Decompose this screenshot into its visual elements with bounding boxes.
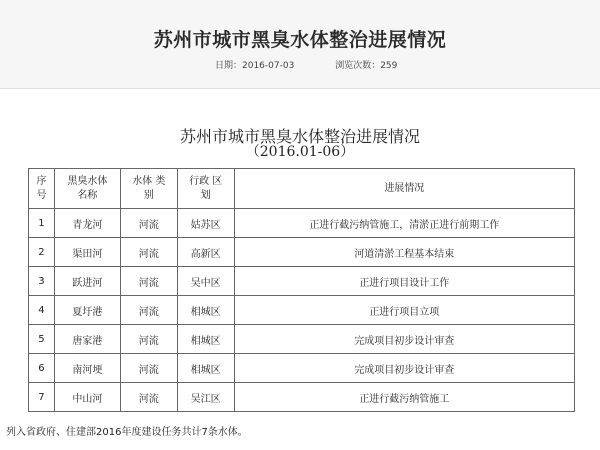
cell-name: 唐家港 [54,325,120,354]
cell-index: 4 [29,296,55,325]
cell-progress: 正进行项目设计工作 [234,267,574,296]
cell-name: 渠田河 [54,238,120,267]
cell-name: 跃进河 [54,267,120,296]
cell-progress: 完成项目初步设计审查 [234,325,574,354]
cell-progress: 正进行截污纳管施工 [234,383,574,412]
cell-type: 河流 [120,383,177,412]
table-row [29,238,575,267]
table-row [29,296,575,325]
progress-table [28,168,575,412]
header-district: 行政 区 划 [177,169,234,209]
cell-index: 1 [29,209,55,238]
cell-index: 6 [29,354,55,383]
cell-name: 青龙河 [54,209,120,238]
view-count: 浏览次数：259 [335,61,398,71]
cell-type: 河流 [120,238,177,267]
cell-district: 相城区 [177,354,234,383]
table-row [29,354,575,383]
cell-progress: 完成项目初步设计审查 [234,354,574,383]
publish-date: 日期：2016-07-03 [215,61,295,71]
header-progress: 进展情况 [234,169,574,209]
cell-index: 5 [29,325,55,354]
cell-index: 7 [29,383,55,412]
cell-district: 高新区 [177,238,234,267]
page-title: 苏州市城市黑臭水体整治进展情况 [153,29,447,51]
table-row [29,325,575,354]
cell-type: 河流 [120,354,177,383]
table-row [29,209,575,238]
cell-type: 河流 [120,209,177,238]
document-date-range: （2016.01-06） [245,144,355,160]
page-header [0,0,600,89]
cell-district: 相城区 [177,325,234,354]
header-water-type: 水体 类 别 [120,169,177,209]
cell-district: 吴江区 [177,383,234,412]
cell-type: 河流 [120,325,177,354]
header-water-body-name: 黑臭水体 名称 [54,169,120,209]
document-title: 苏州市城市黑臭水体整治进展情况 [179,127,420,146]
table-row [29,267,575,296]
table-row [29,383,575,412]
cell-index: 2 [29,238,55,267]
table-header-row [29,169,575,209]
cell-name: 中山河 [54,383,120,412]
cell-district: 吴中区 [177,267,234,296]
footnote: 列入省政府、住建部2016年度建设任务共计7条水体。 [6,427,248,438]
cell-district: 姑苏区 [177,209,234,238]
cell-type: 河流 [120,267,177,296]
cell-district: 相城区 [177,296,234,325]
cell-name: 南河埂 [54,354,120,383]
article-meta [215,58,397,71]
header-index: 序 号 [29,169,55,209]
cell-progress: 河道清淤工程基本结束 [234,238,574,267]
cell-name: 夏圩港 [54,296,120,325]
cell-progress: 正进行项目立项 [234,296,574,325]
cell-index: 3 [29,267,55,296]
cell-progress: 正进行截污纳管施工，清淤正进行前期工作 [234,209,574,238]
cell-type: 河流 [120,296,177,325]
